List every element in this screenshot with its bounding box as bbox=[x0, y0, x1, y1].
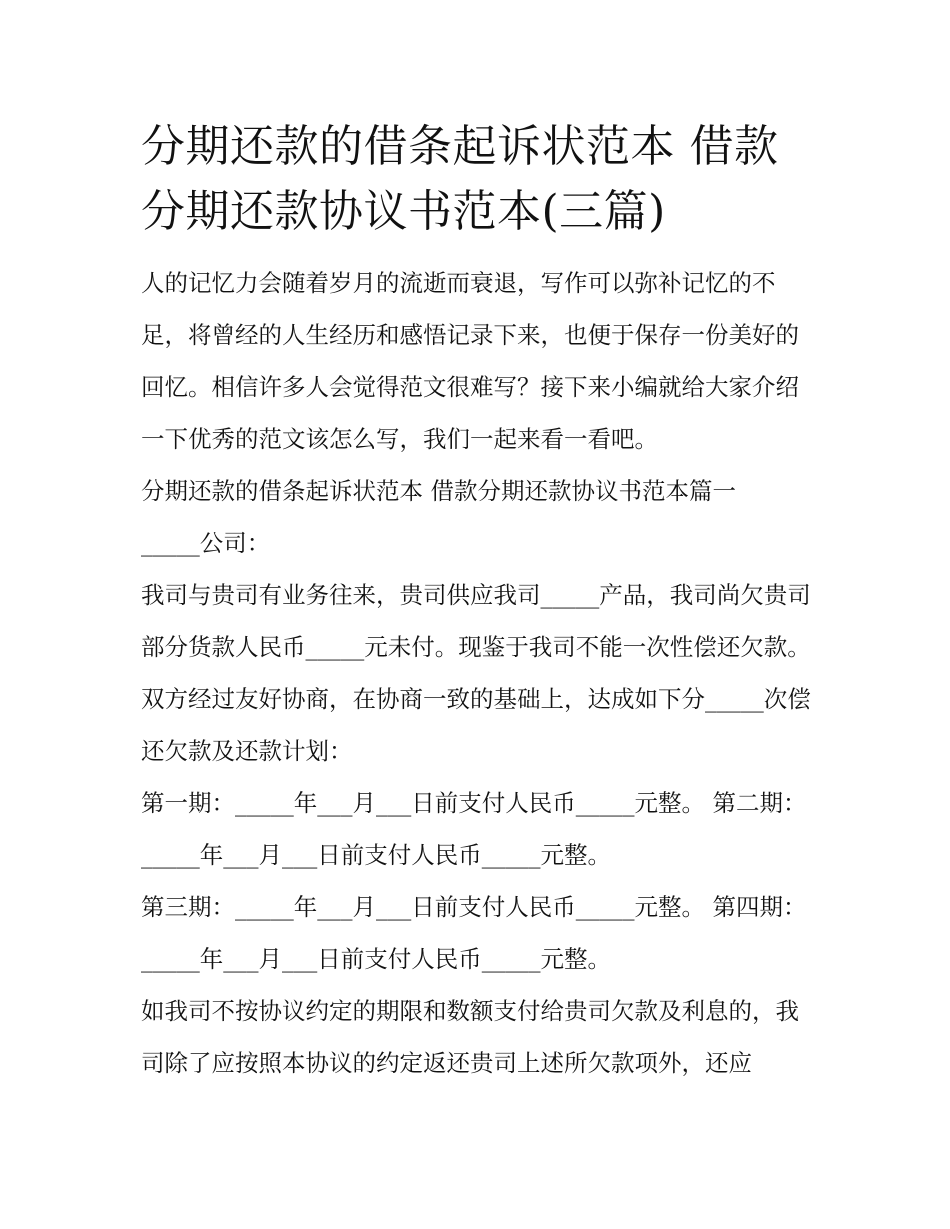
section-heading: 分期还款的借条起诉状范本 借款分期还款协议书范本篇一 bbox=[141, 477, 736, 505]
document-body bbox=[141, 114, 816, 1089]
agreement-paragraph: 我司与贵司有业务往来，贵司供应我司_____产品，我司尚欠贵司部分货款人民币_____元未付。现鉴于我司不能一次性偿还欠款。双方经过友好协商，在协商一致的基础上，达成如下分_____次偿还欠款及还款计划： bbox=[141, 581, 811, 765]
installment-1-2: 第一期：_____年___月___日前支付人民币_____元整。 第二期：_____年___月___日前支付人民币_____元整。 bbox=[141, 789, 807, 869]
addressee-line: _____公司： bbox=[141, 529, 271, 557]
installment-3-4: 第三期：_____年___月___日前支付人民币_____元整。 第四期：_____年___月___日前支付人民币_____元整。 bbox=[141, 893, 807, 973]
document-title: 分期还款的借条起诉状范本 借款分期还款协议书范本(三篇) bbox=[141, 121, 779, 237]
intro-paragraph: 人的记忆力会随着岁月的流逝而衰退，写作可以弥补记忆的不足，将曾经的人生经历和感悟记录下来，也便于保存一份美好的回忆。相信许多人会觉得范文很难写？接下来小编就给大家介绍一下优秀的范文该怎么写，我们一起来看一看吧。 bbox=[141, 269, 799, 453]
penalty-paragraph: 如我司不按协议约定的期限和数额支付给贵司欠款及利息的，我司除了应按照本协议的约定返还贵司上述所欠款项外，还应 bbox=[141, 997, 799, 1077]
